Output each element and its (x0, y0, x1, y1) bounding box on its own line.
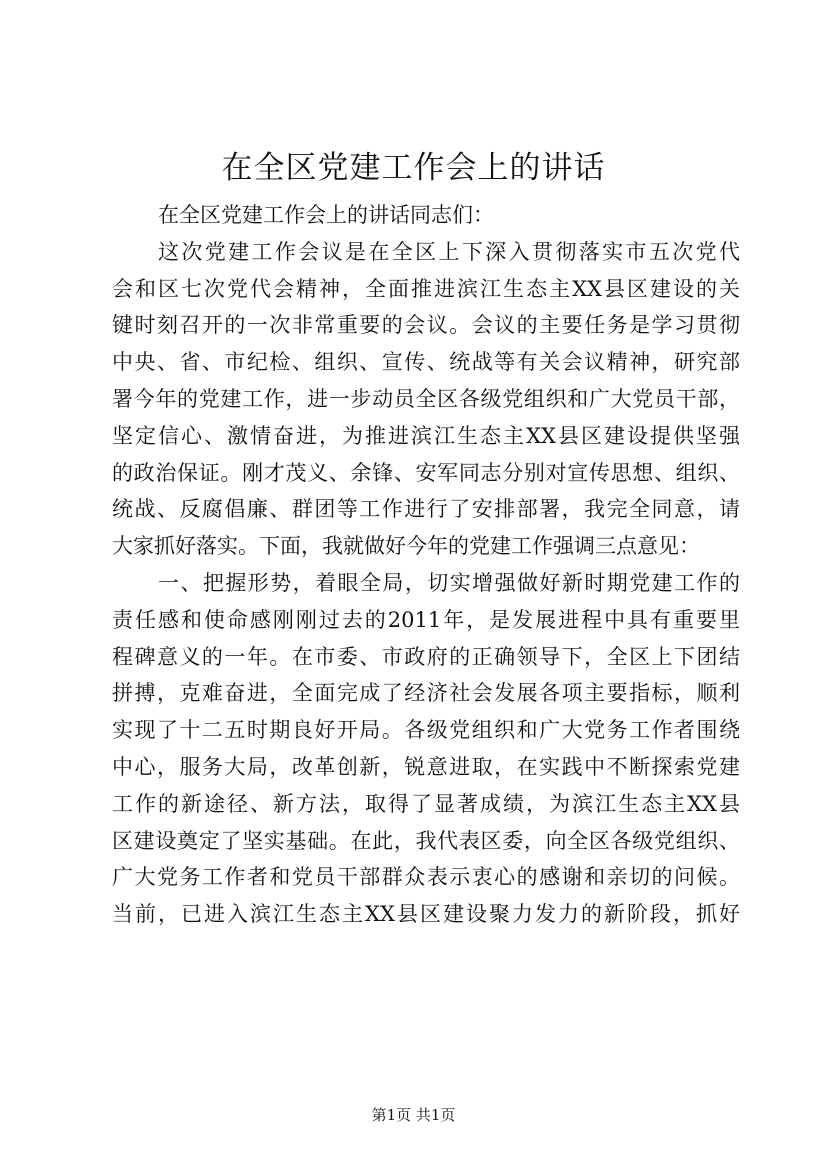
paragraph-2-line: 责任感和使命感刚刚过去的2011年，是发展进程中具有重要里 (112, 607, 740, 632)
paragraph-1-line: 会和区七次党代会精神，全面推进滨江生态主XX县区建设的关 (112, 276, 740, 301)
paragraph-2-line: 中心，服务大局，改革创新，锐意进取，在实践中不断探索党建 (112, 754, 740, 779)
paragraph-2-line: 当前，已进入滨江生态主XX县区建设聚力发力的新阶段，抓好 (112, 902, 740, 927)
paragraph-1-line: 键时刻召开的一次非常重要的会议。会议的主要任务是学习贯彻 (112, 313, 740, 338)
page-footer: 第1页 共1页 (371, 1106, 456, 1124)
paragraph-2-line: 工作的新途径、新方法，取得了显著成绩，为滨江生态主XX县 (112, 791, 740, 816)
paragraph-1-line: 署今年的党建工作，进一步动员全区各级党组织和广大党员干部， (112, 386, 740, 411)
paragraph-2-line: 程碑意义的一年。在市委、市政府的正确领导下，全区上下团结 (112, 644, 740, 669)
paragraph-2-line: 区建设奠定了坚实基础。在此，我代表区委，向全区各级党组织、 (112, 828, 740, 853)
document-body (112, 197, 740, 933)
paragraph-2-line: 实现了十二五时期良好开局。各级党组织和广大党务工作者围绕 (112, 718, 740, 743)
document-title: 在全区党建工作会上的讲话 (221, 150, 606, 186)
paragraph-2-line: 广大党务工作者和党员干部群众表示衷心的感谢和亲切的问候。 (112, 865, 740, 890)
paragraph-2-line: 拼搏，克难奋进，全面完成了经济社会发展各项主要指标，顺利 (112, 681, 740, 706)
paragraph-1-line: 大家抓好落实。下面，我就做好今年的党建工作强调三点意见： (112, 534, 700, 559)
paragraph-1-line: 中央、省、市纪检、组织、宣传、统战等有关会议精神，研究部 (112, 350, 740, 375)
paragraph-2-line: 一、把握形势，着眼全局，切实增强做好新时期党建工作的 (158, 570, 740, 595)
salutation-line: 在全区党建工作会上的讲话同志们： (158, 203, 494, 227)
paragraph-1-line: 坚定信心、激情奋进，为推进滨江生态主XX县区建设提供坚强 (112, 423, 740, 448)
paragraph-1-line: 这次党建工作会议是在全区上下深入贯彻落实市五次党代 (158, 239, 740, 264)
paragraph-1-line: 的政治保证。刚才茂义、余锋、安军同志分别对宣传思想、组织、 (112, 460, 740, 485)
paragraph-1-line: 统战、反腐倡廉、群团等工作进行了安排部署，我完全同意，请 (112, 497, 740, 522)
